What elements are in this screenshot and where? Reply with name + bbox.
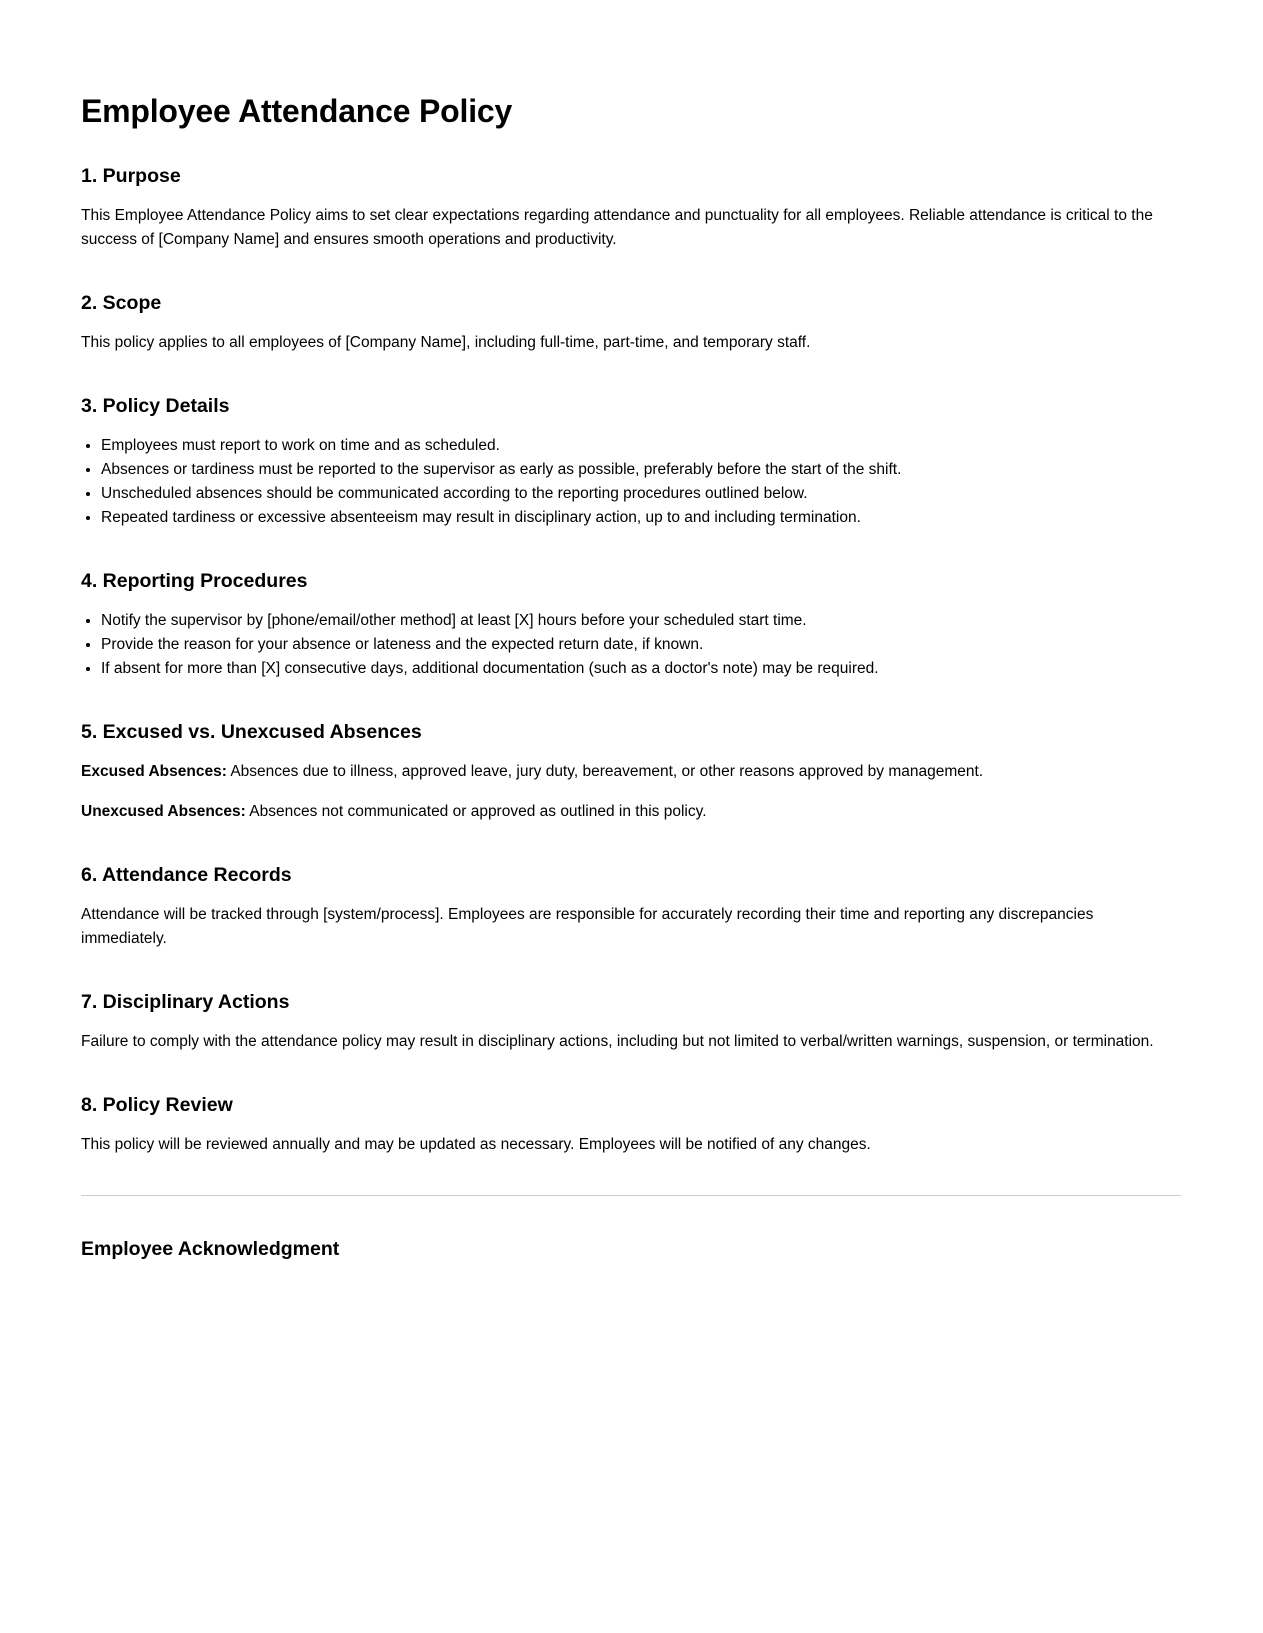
list-item: • Provide the reason for your absence or lateness and the expected return date, if known.	[101, 633, 1181, 657]
definition-unexcused	[81, 800, 1181, 824]
list-item: • If absent for more than [X] consecutive days, additional documentation (such as a doctor's note) may be required.	[101, 657, 1181, 681]
document-title: Employee Attendance Policy	[81, 93, 513, 129]
section-purpose	[81, 163, 1181, 252]
definition-text: Absences due to illness, approved leave, jury duty, bereavement, or other reasons approved by management.	[226, 763, 984, 780]
section-paragraph: This Employee Attendance Policy aims to set clear expectations regarding attendance and punctuality for all employees. Reliable attendance is critical to the success of [Company Name] and ensures smooth operations and productivity.	[81, 207, 1153, 248]
section-heading: 2. Scope	[81, 292, 162, 314]
section-policy-review	[81, 1092, 1181, 1157]
section-paragraph: Failure to comply with the attendance policy may result in disciplinary actions, including but not limited to verbal/written warnings, suspension, or termination.	[81, 1033, 1154, 1050]
section-paragraph: This policy will be reviewed annually and may be updated as necessary. Employees will be notified of any changes.	[81, 1136, 871, 1153]
section-heading: 3. Policy Details	[81, 395, 230, 417]
section-reporting-procedures	[81, 568, 1181, 681]
section-excused-vs-unexcused	[81, 719, 1181, 824]
list-item: • Repeated tardiness or excessive absenteeism may result in disciplinary action, up to and including termination.	[101, 506, 1181, 530]
section-policy-details	[81, 393, 1181, 530]
section-heading: 4. Reporting Procedures	[81, 570, 308, 592]
definition-excused	[81, 760, 1181, 784]
section-heading: 7. Disciplinary Actions	[81, 991, 290, 1013]
divider	[81, 1195, 1181, 1196]
section-heading: 5. Excused vs. Unexcused Absences	[81, 721, 422, 743]
section-scope	[81, 290, 1181, 355]
section-heading: 8. Policy Review	[81, 1094, 233, 1116]
list-item: • Absences or tardiness must be reported to the supervisor as early as possible, preferably before the start of the shift.	[101, 458, 1181, 482]
section-attendance-records	[81, 862, 1181, 951]
bullet-list	[81, 434, 1181, 530]
definition-term: Excused Absences:	[81, 763, 227, 780]
list-item: • Notify the supervisor by [phone/email/other method] at least [X] hours before your scheduled start time.	[101, 609, 1181, 633]
section-acknowledgment	[81, 1236, 1181, 1262]
bullet-list	[81, 609, 1181, 681]
section-heading: 6. Attendance Records	[81, 864, 292, 886]
definition-text: Absences not communicated or approved as outlined in this policy.	[245, 803, 707, 820]
definition-term: Unexcused Absences:	[81, 803, 246, 820]
section-paragraph: This policy applies to all employees of [Company Name], including full-time, part-time, and temporary staff.	[81, 334, 811, 351]
list-item: • Unscheduled absences should be communicated according to the reporting procedures outlined below.	[101, 482, 1181, 506]
section-heading: 1. Purpose	[81, 165, 181, 187]
section-disciplinary-actions	[81, 989, 1181, 1054]
section-paragraph: Attendance will be tracked through [system/process]. Employees are responsible for accurately recording their time and reporting any discrepancies immediately.	[81, 906, 1094, 947]
list-item: • Employees must report to work on time and as scheduled.	[101, 434, 1181, 458]
acknowledgment-heading: Employee Acknowledgment	[81, 1238, 340, 1260]
